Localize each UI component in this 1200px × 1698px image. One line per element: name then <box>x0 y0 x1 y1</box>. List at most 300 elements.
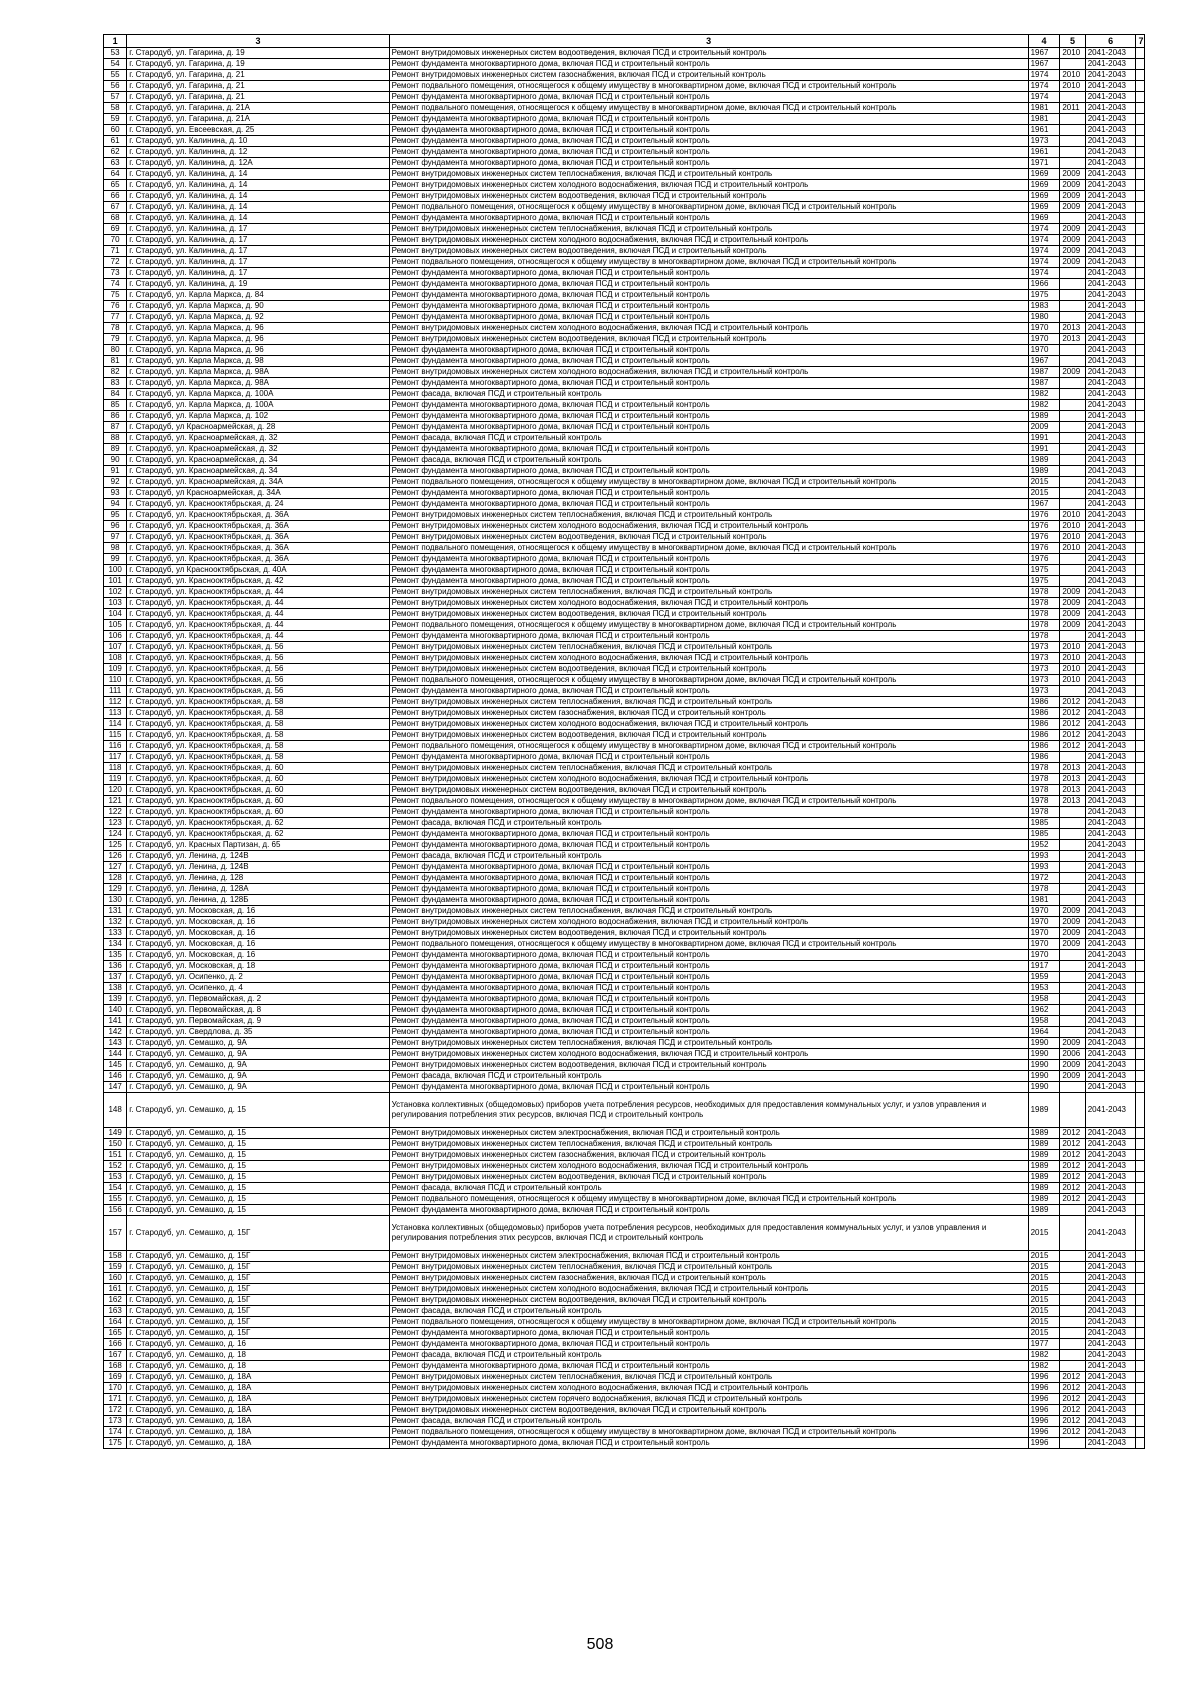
build-year-cell: 1982 <box>1028 389 1060 400</box>
table-row <box>104 213 1145 224</box>
row-number-cell: 129 <box>104 884 127 895</box>
planned-period-cell: 2041-2043 <box>1085 961 1136 972</box>
table-row <box>104 664 1145 675</box>
planned-period-cell: 2041-2043 <box>1085 158 1136 169</box>
address-cell: г. Стародуб, ул. Московская, д. 16 <box>127 906 389 917</box>
work-type-cell: Ремонт фундамента многоквартирного дома, включая ПСД и строительный контроль <box>389 840 1028 851</box>
build-year-cell: 2015 <box>1028 1251 1060 1262</box>
planned-period-cell: 2041-2043 <box>1085 1361 1136 1372</box>
empty-cell <box>1136 730 1145 741</box>
address-cell: г. Стародуб, ул. Осипенко, д. 4 <box>127 983 389 994</box>
planned-period-cell: 2041-2043 <box>1085 543 1136 554</box>
planned-period-cell: 2041-2043 <box>1085 1139 1136 1150</box>
row-number-cell: 66 <box>104 191 127 202</box>
table-row <box>104 1205 1145 1216</box>
planned-period-cell: 2041-2043 <box>1085 972 1136 983</box>
row-number-cell: 104 <box>104 609 127 620</box>
address-cell: г. Стародуб, ул. Семашко, д. 15 <box>127 1205 389 1216</box>
work-type-cell: Ремонт подвального помещения, относящегося к общему имуществу в многоквартирном доме, включая ПСД и строительный контроль <box>389 939 1028 950</box>
empty-cell <box>1136 598 1145 609</box>
planned-period-cell: 2041-2043 <box>1085 246 1136 257</box>
address-cell: г. Стародуб, ул. Семашко, д. 15 <box>127 1139 389 1150</box>
table-row <box>104 1262 1145 1273</box>
empty-cell <box>1136 906 1145 917</box>
last-repair-year-cell: 2012 <box>1060 1405 1085 1416</box>
row-number-cell: 77 <box>104 312 127 323</box>
planned-period-cell: 2041-2043 <box>1085 565 1136 576</box>
address-cell: г. Стародуб, ул. Карла Маркса, д. 98А <box>127 367 389 378</box>
work-type-cell: Ремонт внутридомовых инженерных систем холодного водоснабжения, включая ПСД и строительный контроль <box>389 180 1028 191</box>
planned-period-cell: 2041-2043 <box>1085 1383 1136 1394</box>
work-type-cell: Ремонт внутридомовых инженерных систем газоснабжения, включая ПСД и строительный контроль <box>389 1150 1028 1161</box>
planned-period-cell: 2041-2043 <box>1085 664 1136 675</box>
table-row <box>104 345 1145 356</box>
row-number-cell: 132 <box>104 917 127 928</box>
table-row <box>104 1383 1145 1394</box>
table-row <box>104 895 1145 906</box>
table-row <box>104 1150 1145 1161</box>
address-cell: г. Стародуб, ул. Семашко, д. 15 <box>127 1150 389 1161</box>
address-cell: г. Стародуб, ул. Московская, д. 18 <box>127 961 389 972</box>
row-number-cell: 118 <box>104 763 127 774</box>
build-year-cell: 1973 <box>1028 642 1060 653</box>
empty-cell <box>1136 1060 1145 1071</box>
planned-period-cell: 2041-2043 <box>1085 1262 1136 1273</box>
address-cell: г. Стародуб, ул. Карла Маркса, д. 84 <box>127 290 389 301</box>
build-year-cell: 1967 <box>1028 59 1060 70</box>
planned-period-cell: 2041-2043 <box>1085 433 1136 444</box>
empty-cell <box>1136 334 1145 345</box>
row-number-cell: 142 <box>104 1027 127 1038</box>
work-type-cell: Ремонт внутридомовых инженерных систем теплоснабжения, включая ПСД и строительный контроль <box>389 224 1028 235</box>
work-type-cell: Ремонт внутридомовых инженерных систем водоотведения, включая ПСД и строительный контроль <box>389 664 1028 675</box>
row-number-cell: 111 <box>104 686 127 697</box>
work-type-cell: Ремонт внутридомовых инженерных систем водоотведения, включая ПСД и строительный контроль <box>389 785 1028 796</box>
build-year-cell: 1981 <box>1028 114 1060 125</box>
work-type-cell: Ремонт фундамента многоквартирного дома, включая ПСД и строительный контроль <box>389 301 1028 312</box>
address-cell: г. Стародуб, ул. Краснооктябрьская, д. 36А <box>127 554 389 565</box>
last-repair-year-cell <box>1060 829 1085 840</box>
work-type-cell: Ремонт фундамента многоквартирного дома, включая ПСД и строительный контроль <box>389 961 1028 972</box>
build-year-cell: 1978 <box>1028 631 1060 642</box>
work-type-cell: Ремонт фасада, включая ПСД и строительный контроль <box>389 851 1028 862</box>
address-cell: г. Стародуб, ул. Краснооктябрьская, д. 44 <box>127 587 389 598</box>
work-type-cell: Ремонт подвального помещения, относящегося к общему имуществу в многоквартирном доме, включая ПСД и строительный контроль <box>389 257 1028 268</box>
address-cell: г. Стародуб, ул. Краснооктябрьская, д. 58 <box>127 708 389 719</box>
work-type-cell: Ремонт фундамента многоквартирного дома, включая ПСД и строительный контроль <box>389 499 1028 510</box>
planned-period-cell: 2041-2043 <box>1085 1038 1136 1049</box>
build-year-cell: 1986 <box>1028 708 1060 719</box>
work-type-cell: Ремонт фундамента многоквартирного дома, включая ПСД и строительный контроль <box>389 884 1028 895</box>
build-year-cell: 1969 <box>1028 180 1060 191</box>
address-cell: г. Стародуб, ул. Краснооктябрьская, д. 24 <box>127 499 389 510</box>
planned-period-cell: 2041-2043 <box>1085 499 1136 510</box>
last-repair-year-cell <box>1060 1082 1085 1093</box>
build-year-cell: 1990 <box>1028 1071 1060 1082</box>
planned-period-cell: 2041-2043 <box>1085 862 1136 873</box>
table-row <box>104 1049 1145 1060</box>
empty-cell <box>1136 994 1145 1005</box>
build-year-cell: 1961 <box>1028 125 1060 136</box>
address-cell: г. Стародуб, ул. Карла Маркса, д. 100А <box>127 400 389 411</box>
planned-period-cell: 2041-2043 <box>1085 1339 1136 1350</box>
row-number-cell: 160 <box>104 1273 127 1284</box>
work-type-cell: Ремонт внутридомовых инженерных систем холодного водоснабжения, включая ПСД и строительный контроль <box>389 521 1028 532</box>
table-row <box>104 961 1145 972</box>
address-cell: г. Стародуб, ул. Карла Маркса, д. 98А <box>127 378 389 389</box>
last-repair-year-cell <box>1060 301 1085 312</box>
work-type-cell: Ремонт внутридомовых инженерных систем теплоснабжения, включая ПСД и строительный контроль <box>389 697 1028 708</box>
last-repair-year-cell: 2009 <box>1060 202 1085 213</box>
planned-period-cell: 2041-2043 <box>1085 1216 1136 1251</box>
work-type-cell: Ремонт внутридомовых инженерных систем теплоснабжения, включая ПСД и строительный контроль <box>389 587 1028 598</box>
row-number-cell: 109 <box>104 664 127 675</box>
work-type-cell: Ремонт фундамента многоквартирного дома, включая ПСД и строительный контроль <box>389 972 1028 983</box>
work-type-cell: Ремонт внутридомовых инженерных систем теплоснабжения, включая ПСД и строительный контроль <box>389 906 1028 917</box>
last-repair-year-cell <box>1060 895 1085 906</box>
table-row <box>104 521 1145 532</box>
last-repair-year-cell: 2012 <box>1060 1172 1085 1183</box>
address-cell: г. Стародуб, ул. Семашко, д. 18А <box>127 1427 389 1438</box>
empty-cell <box>1136 312 1145 323</box>
empty-cell <box>1136 125 1145 136</box>
planned-period-cell: 2041-2043 <box>1085 895 1136 906</box>
build-year-cell: 2015 <box>1028 1273 1060 1284</box>
build-year-cell: 1973 <box>1028 675 1060 686</box>
last-repair-year-cell <box>1060 466 1085 477</box>
build-year-cell: 1967 <box>1028 48 1060 59</box>
row-number-cell: 114 <box>104 719 127 730</box>
work-type-cell: Ремонт внутридомовых инженерных систем теплоснабжения, включая ПСД и строительный контроль <box>389 1139 1028 1150</box>
empty-cell <box>1136 1071 1145 1082</box>
table-row <box>104 972 1145 983</box>
planned-period-cell: 2041-2043 <box>1085 92 1136 103</box>
address-cell: г. Стародуб, ул. Семашко, д. 9А <box>127 1060 389 1071</box>
row-number-cell: 108 <box>104 653 127 664</box>
table-row <box>104 411 1145 422</box>
build-year-cell: 1989 <box>1028 1139 1060 1150</box>
build-year-cell: 1985 <box>1028 818 1060 829</box>
row-number-cell: 162 <box>104 1295 127 1306</box>
last-repair-year-cell: 2009 <box>1060 609 1085 620</box>
build-year-cell: 1967 <box>1028 356 1060 367</box>
last-repair-year-cell: 2009 <box>1060 1071 1085 1082</box>
planned-period-cell: 2041-2043 <box>1085 290 1136 301</box>
row-number-cell: 113 <box>104 708 127 719</box>
address-cell: г. Стародуб, ул. Калинина, д. 14 <box>127 169 389 180</box>
planned-period-cell: 2041-2043 <box>1085 312 1136 323</box>
header-cell: 6 <box>1085 35 1136 48</box>
row-number-cell: 71 <box>104 246 127 257</box>
last-repair-year-cell <box>1060 1216 1085 1251</box>
empty-cell <box>1136 1361 1145 1372</box>
address-cell: г. Стародуб, ул. Ленина, д. 128 <box>127 873 389 884</box>
empty-cell <box>1136 697 1145 708</box>
work-type-cell: Ремонт фундамента многоквартирного дома, включая ПСД и строительный контроль <box>389 895 1028 906</box>
row-number-cell: 123 <box>104 818 127 829</box>
table-row <box>104 840 1145 851</box>
planned-period-cell: 2041-2043 <box>1085 796 1136 807</box>
empty-cell <box>1136 257 1145 268</box>
last-repair-year-cell: 2012 <box>1060 1161 1085 1172</box>
last-repair-year-cell: 2010 <box>1060 510 1085 521</box>
planned-period-cell: 2041-2043 <box>1085 752 1136 763</box>
build-year-cell: 2015 <box>1028 477 1060 488</box>
table-row <box>104 796 1145 807</box>
last-repair-year-cell: 2009 <box>1060 598 1085 609</box>
build-year-cell: 1917 <box>1028 961 1060 972</box>
work-type-cell: Ремонт фундамента многоквартирного дома, включая ПСД и строительный контроль <box>389 983 1028 994</box>
last-repair-year-cell <box>1060 1027 1085 1038</box>
table-row <box>104 1082 1145 1093</box>
planned-period-cell: 2041-2043 <box>1085 213 1136 224</box>
address-cell: г. Стародуб, ул. Семашко, д. 15Г <box>127 1284 389 1295</box>
last-repair-year-cell <box>1060 851 1085 862</box>
address-cell: г. Стародуб, ул. Семашко, д. 15 <box>127 1183 389 1194</box>
work-type-cell: Ремонт внутридомовых инженерных систем водоотведения, включая ПСД и строительный контроль <box>389 609 1028 620</box>
build-year-cell: 1969 <box>1028 213 1060 224</box>
row-number-cell: 70 <box>104 235 127 246</box>
last-repair-year-cell <box>1060 345 1085 356</box>
empty-cell <box>1136 851 1145 862</box>
last-repair-year-cell: 2010 <box>1060 521 1085 532</box>
empty-cell <box>1136 48 1145 59</box>
last-repair-year-cell: 2009 <box>1060 620 1085 631</box>
build-year-cell: 1989 <box>1028 1161 1060 1172</box>
row-number-cell: 124 <box>104 829 127 840</box>
planned-period-cell: 2041-2043 <box>1085 1317 1136 1328</box>
table-row <box>104 103 1145 114</box>
planned-period-cell: 2041-2043 <box>1085 510 1136 521</box>
empty-cell <box>1136 158 1145 169</box>
build-year-cell: 2009 <box>1028 422 1060 433</box>
work-type-cell: Установка коллективных (общедомовых) приборов учета потребления ресурсов, необходимых для предоставления коммунальных услуг, и узлов управления и регулирования потребления этих ресурсов, включая ПСД и строительный контроль <box>389 1216 1028 1251</box>
work-type-cell: Ремонт фундамента многоквартирного дома, включая ПСД и строительный контроль <box>389 994 1028 1005</box>
address-cell: г. Стародуб, ул. Семашко, д. 9А <box>127 1082 389 1093</box>
table-row <box>104 741 1145 752</box>
last-repair-year-cell <box>1060 1328 1085 1339</box>
empty-cell <box>1136 70 1145 81</box>
row-number-cell: 84 <box>104 389 127 400</box>
work-type-cell: Ремонт фундамента многоквартирного дома, включая ПСД и строительный контроль <box>389 268 1028 279</box>
row-number-cell: 145 <box>104 1060 127 1071</box>
planned-period-cell: 2041-2043 <box>1085 1194 1136 1205</box>
planned-period-cell: 2041-2043 <box>1085 1295 1136 1306</box>
build-year-cell: 1981 <box>1028 103 1060 114</box>
row-number-cell: 165 <box>104 1328 127 1339</box>
work-type-cell: Ремонт внутридомовых инженерных систем холодного водоснабжения, включая ПСД и строительный контроль <box>389 1383 1028 1394</box>
build-year-cell: 1978 <box>1028 598 1060 609</box>
table-body <box>104 35 1145 1449</box>
build-year-cell: 1975 <box>1028 576 1060 587</box>
empty-cell <box>1136 1016 1145 1027</box>
address-cell: г. Стародуб, ул. Первомайская, д. 8 <box>127 1005 389 1016</box>
table-row <box>104 862 1145 873</box>
row-number-cell: 164 <box>104 1317 127 1328</box>
table-row <box>104 125 1145 136</box>
table-row <box>104 1183 1145 1194</box>
last-repair-year-cell <box>1060 290 1085 301</box>
table-row <box>104 928 1145 939</box>
table-row <box>104 950 1145 961</box>
row-number-cell: 172 <box>104 1405 127 1416</box>
address-cell: г. Стародуб, ул. Семашко, д. 18А <box>127 1405 389 1416</box>
address-cell: г. Стародуб, ул. Калинина, д. 12А <box>127 158 389 169</box>
address-cell: г. Стародуб, ул. Краснооктябрьская, д. 60 <box>127 796 389 807</box>
build-year-cell: 1969 <box>1028 202 1060 213</box>
planned-period-cell: 2041-2043 <box>1085 741 1136 752</box>
last-repair-year-cell <box>1060 1262 1085 1273</box>
table-row <box>104 389 1145 400</box>
work-type-cell: Ремонт фундамента многоквартирного дома, включая ПСД и строительный контроль <box>389 807 1028 818</box>
table-row <box>104 1438 1145 1449</box>
table-row <box>104 1172 1145 1183</box>
address-cell: г. Стародуб, ул. Гагарина, д. 21 <box>127 70 389 81</box>
last-repair-year-cell <box>1060 873 1085 884</box>
build-year-cell: 1970 <box>1028 917 1060 928</box>
table-row <box>104 1361 1145 1372</box>
row-number-cell: 147 <box>104 1082 127 1093</box>
build-year-cell: 1996 <box>1028 1383 1060 1394</box>
planned-period-cell: 2041-2043 <box>1085 763 1136 774</box>
address-cell: г. Стародуб, ул. Красноармейская, д. 32 <box>127 444 389 455</box>
empty-cell <box>1136 477 1145 488</box>
row-number-cell: 158 <box>104 1251 127 1262</box>
row-number-cell: 75 <box>104 290 127 301</box>
build-year-cell: 1969 <box>1028 191 1060 202</box>
work-type-cell: Ремонт фундамента многоквартирного дома, включая ПСД и строительный контроль <box>389 378 1028 389</box>
work-type-cell: Ремонт подвального помещения, относящегося к общему имуществу в многоквартирном доме, включая ПСД и строительный контроль <box>389 1427 1028 1438</box>
row-number-cell: 72 <box>104 257 127 268</box>
row-number-cell: 138 <box>104 983 127 994</box>
empty-cell <box>1136 400 1145 411</box>
address-cell: г. Стародуб, ул. Свердлова, д. 35 <box>127 1027 389 1038</box>
last-repair-year-cell: 2010 <box>1060 642 1085 653</box>
build-year-cell: 1962 <box>1028 1005 1060 1016</box>
planned-period-cell: 2041-2043 <box>1085 1405 1136 1416</box>
planned-period-cell: 2041-2043 <box>1085 1016 1136 1027</box>
address-cell: г. Стародуб, ул. Гагарина, д. 21А <box>127 103 389 114</box>
table-row <box>104 829 1145 840</box>
work-type-cell: Ремонт внутридомовых инженерных систем холодного водоснабжения, включая ПСД и строительный контроль <box>389 323 1028 334</box>
address-cell: г. Стародуб, ул. Калинина, д. 17 <box>127 224 389 235</box>
row-number-cell: 58 <box>104 103 127 114</box>
last-repair-year-cell <box>1060 147 1085 158</box>
empty-cell <box>1136 631 1145 642</box>
table-row <box>104 653 1145 664</box>
last-repair-year-cell <box>1060 840 1085 851</box>
empty-cell <box>1136 664 1145 675</box>
empty-cell <box>1136 1405 1145 1416</box>
address-cell: г. Стародуб, ул. Краснооктябрьская, д. 62 <box>127 829 389 840</box>
build-year-cell: 1989 <box>1028 1128 1060 1139</box>
address-cell: г. Стародуб, ул. Калинина, д. 19 <box>127 279 389 290</box>
row-number-cell: 74 <box>104 279 127 290</box>
table-row <box>104 631 1145 642</box>
last-repair-year-cell <box>1060 994 1085 1005</box>
empty-cell <box>1136 873 1145 884</box>
row-number-cell: 65 <box>104 180 127 191</box>
table-row <box>104 1394 1145 1405</box>
build-year-cell: 2015 <box>1028 1284 1060 1295</box>
empty-cell <box>1136 796 1145 807</box>
work-type-cell: Ремонт фундамента многоквартирного дома, включая ПСД и строительный контроль <box>389 422 1028 433</box>
row-number-cell: 116 <box>104 741 127 752</box>
row-number-cell: 174 <box>104 1427 127 1438</box>
address-cell: г. Стародуб, ул. Ленина, д. 128А <box>127 884 389 895</box>
row-number-cell: 55 <box>104 70 127 81</box>
row-number-cell: 131 <box>104 906 127 917</box>
planned-period-cell: 2041-2043 <box>1085 180 1136 191</box>
empty-cell <box>1136 961 1145 972</box>
row-number-cell: 91 <box>104 466 127 477</box>
row-number-cell: 73 <box>104 268 127 279</box>
last-repair-year-cell: 2009 <box>1060 1038 1085 1049</box>
last-repair-year-cell <box>1060 950 1085 961</box>
last-repair-year-cell <box>1060 1251 1085 1262</box>
work-type-cell: Ремонт внутридомовых инженерных систем водоотведения, включая ПСД и строительный контроль <box>389 928 1028 939</box>
last-repair-year-cell: 2013 <box>1060 774 1085 785</box>
empty-cell <box>1136 59 1145 70</box>
row-number-cell: 103 <box>104 598 127 609</box>
planned-period-cell: 2041-2043 <box>1085 1284 1136 1295</box>
empty-cell <box>1136 1328 1145 1339</box>
address-cell: г. Стародуб, ул. Ленина, д. 124В <box>127 851 389 862</box>
work-type-cell: Ремонт внутридомовых инженерных систем холодного водоснабжения, включая ПСД и строительный контроль <box>389 598 1028 609</box>
last-repair-year-cell <box>1060 400 1085 411</box>
planned-period-cell: 2041-2043 <box>1085 884 1136 895</box>
row-number-cell: 87 <box>104 422 127 433</box>
build-year-cell: 1993 <box>1028 862 1060 873</box>
address-cell: г. Стародуб, ул. Гагарина, д. 21 <box>127 92 389 103</box>
empty-cell <box>1136 202 1145 213</box>
empty-cell <box>1136 224 1145 235</box>
build-year-cell: 1996 <box>1028 1372 1060 1383</box>
address-cell: г. Стародуб, ул. Красноармейская, д. 34 <box>127 466 389 477</box>
row-number-cell: 121 <box>104 796 127 807</box>
planned-period-cell: 2041-2043 <box>1085 378 1136 389</box>
empty-cell <box>1136 1183 1145 1194</box>
planned-period-cell: 2041-2043 <box>1085 389 1136 400</box>
build-year-cell: 1978 <box>1028 620 1060 631</box>
planned-period-cell: 2041-2043 <box>1085 48 1136 59</box>
row-number-cell: 173 <box>104 1416 127 1427</box>
empty-cell <box>1136 587 1145 598</box>
work-type-cell: Ремонт внутридомовых инженерных систем холодного водоснабжения, включая ПСД и строительный контроль <box>389 1284 1028 1295</box>
last-repair-year-cell <box>1060 444 1085 455</box>
last-repair-year-cell: 2009 <box>1060 235 1085 246</box>
empty-cell <box>1136 928 1145 939</box>
work-type-cell: Ремонт внутридомовых инженерных систем холодного водоснабжения, включая ПСД и строительный контроль <box>389 917 1028 928</box>
table-row <box>104 708 1145 719</box>
planned-period-cell: 2041-2043 <box>1085 345 1136 356</box>
table-row <box>104 510 1145 521</box>
table-row <box>104 642 1145 653</box>
empty-cell <box>1136 818 1145 829</box>
last-repair-year-cell: 2012 <box>1060 708 1085 719</box>
planned-period-cell: 2041-2043 <box>1085 279 1136 290</box>
table-row <box>104 884 1145 895</box>
planned-period-cell: 2041-2043 <box>1085 455 1136 466</box>
last-repair-year-cell: 2009 <box>1060 191 1085 202</box>
empty-cell <box>1136 543 1145 554</box>
work-type-cell: Ремонт фундамента многоквартирного дома, включая ПСД и строительный контроль <box>389 1339 1028 1350</box>
last-repair-year-cell <box>1060 136 1085 147</box>
planned-period-cell: 2041-2043 <box>1085 477 1136 488</box>
header-cell: 5 <box>1060 35 1085 48</box>
address-cell: г. Стародуб, ул. Краснооктябрьская, д. 44 <box>127 598 389 609</box>
planned-period-cell: 2041-2043 <box>1085 686 1136 697</box>
